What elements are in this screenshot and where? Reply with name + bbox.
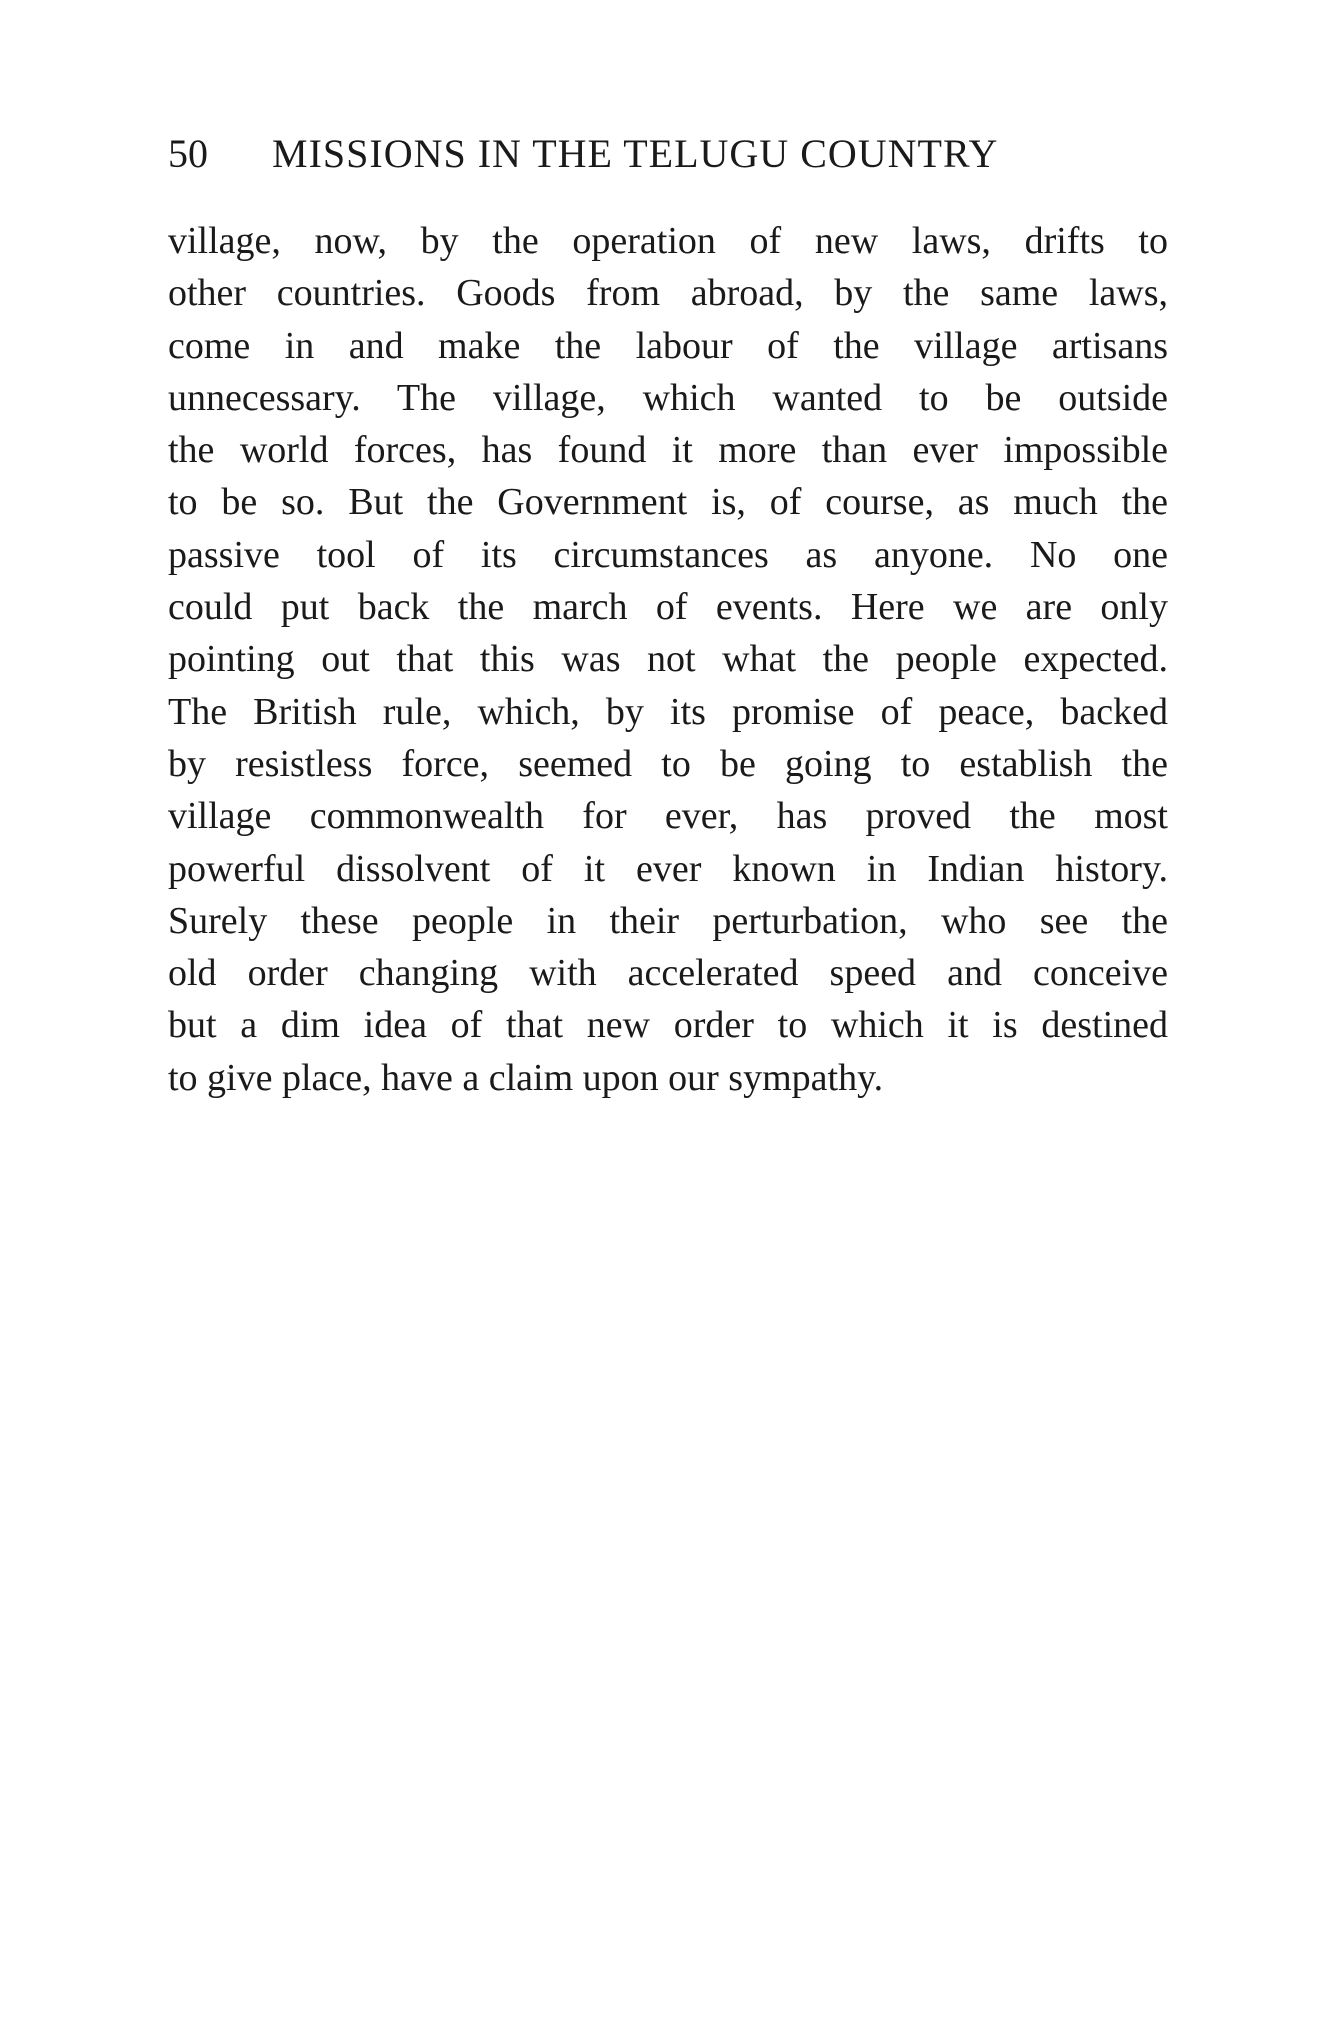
text-line: pointing out that this was not what the people expected. bbox=[168, 638, 1168, 681]
text-line: the world forces, has found it more than ever impossible bbox=[168, 429, 1168, 472]
text-line: passive tool of its circumstances as anyone. No one bbox=[168, 533, 1168, 576]
body-paragraph bbox=[168, 215, 1168, 1104]
text-line: Surely these people in their perturbation, who see the bbox=[168, 899, 1168, 942]
running-head bbox=[168, 130, 1168, 190]
page-number: 50 bbox=[168, 131, 208, 176]
text-line: old order changing with accelerated speed and conceive bbox=[168, 952, 1168, 995]
text-line: village, now, by the operation of new laws, drifts to bbox=[168, 220, 1168, 262]
text-line: unnecessary. The village, which wanted to be outside bbox=[168, 376, 1168, 419]
text-line: The British rule, which, by its promise of peace, backed bbox=[168, 690, 1168, 733]
text-line: to be so. But the Government is, of course, as much the bbox=[168, 481, 1168, 524]
running-title: MISSIONS IN THE TELUGU COUNTRY bbox=[272, 131, 999, 176]
text-line: by resistless force, seemed to be going to establish the bbox=[168, 742, 1168, 785]
text-line: come in and make the labour of the village artisans bbox=[168, 324, 1168, 367]
text-line: could put back the march of events. Here we are only bbox=[168, 586, 1168, 629]
text-line: to give place, have a claim upon our sympathy. bbox=[168, 1056, 884, 1099]
text-line: other countries. Goods from abroad, by the same laws, bbox=[168, 272, 1168, 315]
text-line: powerful dissolvent of it ever known in Indian history. bbox=[168, 847, 1168, 890]
text-line: but a dim idea of that new order to which it is destined bbox=[168, 1004, 1168, 1047]
text-line: village commonwealth for ever, has proved the most bbox=[168, 795, 1168, 838]
